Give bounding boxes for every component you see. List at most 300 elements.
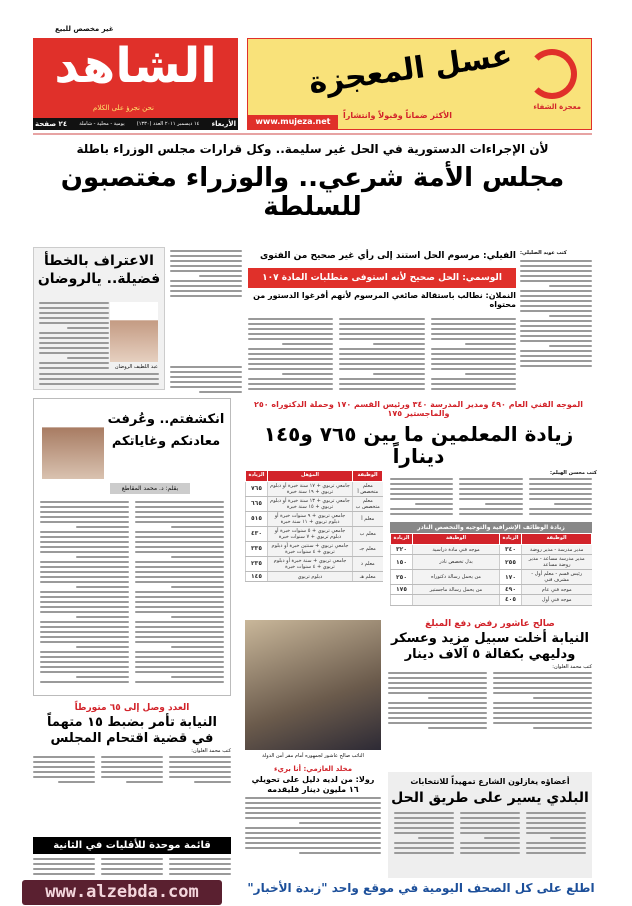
text-line [554, 503, 592, 505]
text-line [39, 352, 109, 354]
text-line [33, 863, 95, 865]
table-header-row [246, 471, 383, 482]
text-line [373, 373, 424, 375]
honey-ad[interactable] [247, 38, 592, 130]
text-line [40, 576, 129, 578]
text-line [459, 478, 522, 480]
rowdan-text-end [39, 373, 159, 385]
text-line [40, 596, 129, 598]
text-line [248, 363, 333, 365]
text-line [248, 318, 333, 320]
text-line [40, 601, 129, 603]
lead-sub-3: النملان: نطالب باستقالة صائغي المرسوم لأنهم أفرغوا الدستور من محتواه [253, 291, 516, 309]
text-line [135, 611, 224, 613]
text-line [171, 676, 224, 678]
date-strip [33, 118, 238, 130]
table-cell: من يحمل رسالة دكتوراه [413, 570, 500, 585]
text-line [339, 378, 424, 380]
text-line [135, 681, 224, 683]
table-cell: ٢٣٥ [246, 557, 268, 572]
table-cell: معلم د [353, 557, 383, 572]
ashour-caption: النائب صالح عاشور لجمهوره أمام مقر أمن الدولة [262, 753, 364, 759]
text-line [339, 338, 424, 340]
text-line [390, 483, 453, 485]
text-line [169, 868, 231, 870]
text-line [135, 566, 224, 568]
text-line [33, 766, 95, 768]
text-line [169, 776, 231, 778]
text-line [76, 676, 129, 678]
opinion-column [33, 398, 231, 696]
column-header: الزيادة [500, 534, 522, 545]
text-line [40, 501, 129, 503]
text-line [459, 498, 522, 500]
text-line [33, 858, 95, 860]
text-line [169, 858, 231, 860]
lead-text-columns [248, 318, 516, 390]
text-line [170, 285, 242, 287]
teachers-kicker: الموجه الفني العام ٤٩٠ ومدير المدرسة ٣٤٠ ورئيس القسم ١٧٠ وحملة الدكتوراه ٢٥٠ والماجستير ١٧٥ [253, 400, 584, 418]
table-cell: جامعي تربوي + سنة خبرة أو دبلوم تربوي + ٤ سنوات خبرة [268, 557, 353, 572]
text-line [493, 692, 592, 694]
text-line [493, 707, 592, 709]
text-line [394, 842, 454, 844]
table-cell [391, 595, 413, 605]
teachers-headline: زيادة المعلمين ما بين ٧٦٥ و١٤٥ ديناراً [263, 422, 574, 468]
text-line [39, 378, 159, 380]
text-line [101, 766, 163, 768]
text-line [135, 621, 224, 623]
text-line [415, 503, 453, 505]
raid-headline-2: في قضية اقتحام المجلس [50, 731, 214, 747]
text-col [169, 858, 231, 875]
text-line [135, 636, 224, 638]
text-line [520, 295, 592, 297]
table-row [246, 527, 383, 542]
text-line [248, 353, 333, 355]
text-line [520, 325, 592, 327]
text-line [39, 332, 109, 334]
ad-url[interactable]: www.mujeza.net [248, 115, 338, 129]
text-line [493, 687, 592, 689]
text-line [40, 516, 129, 518]
text-line [199, 391, 242, 393]
text-line [248, 328, 333, 330]
text-col [169, 756, 231, 783]
table-cell: معلم أ [353, 512, 383, 527]
table-cell: ٧٦٥ [246, 482, 268, 497]
text-line [459, 488, 522, 490]
text-line [135, 671, 224, 673]
table-cell: بدل تخصص نادر [413, 555, 500, 570]
text-line [549, 315, 592, 317]
text-line [526, 852, 586, 854]
alzebda-url[interactable]: www.alzebda.com [22, 880, 222, 905]
text-col [339, 318, 424, 390]
rola-text [245, 797, 381, 854]
ad-brand: عسل المعجزة [306, 37, 515, 102]
ashour-kicker: صالح عاشور رفض دفع المبلغ [425, 619, 555, 629]
text-line [299, 852, 381, 854]
text-col [248, 318, 333, 390]
table-cell: معلم متخصص أ [353, 482, 383, 497]
text-line [170, 366, 242, 368]
page-count: ٢٤ صفحة [35, 120, 68, 128]
text-line [493, 702, 592, 704]
text-line [529, 508, 592, 510]
ashour-story [388, 620, 592, 729]
text-line [388, 692, 487, 694]
text-line [520, 350, 592, 352]
ad-slogan: الأكثر ضماناً وقبولاً وانتشاراً [343, 111, 452, 120]
text-line [39, 302, 109, 304]
text-line [170, 260, 242, 262]
text-line [394, 847, 454, 849]
text-line [431, 368, 516, 370]
text-line [493, 677, 592, 679]
tagline: نحن نجرؤ على الكلام [93, 104, 154, 112]
raid-story [33, 704, 231, 783]
table-cell [413, 595, 500, 605]
text-line [135, 661, 224, 663]
text-line [388, 702, 487, 704]
text-line [520, 365, 592, 367]
text-line [520, 280, 592, 282]
text-line [40, 681, 129, 683]
text-line [526, 822, 586, 824]
text-line [169, 756, 231, 758]
table-row [246, 512, 383, 527]
text-col [40, 501, 129, 683]
text-line [76, 646, 129, 648]
lead-sub-1: الفيلي: مرسوم الحل استند إلى رأي غير صحيح من الفتوى [260, 251, 516, 261]
raid-kicker: العدد وصل إلى ٦٥ متورطاً [74, 703, 190, 713]
supervisory-table [390, 522, 592, 606]
text-line [39, 373, 159, 375]
table-row [391, 585, 592, 595]
text-line [101, 868, 163, 870]
baladi-text [388, 806, 592, 854]
text-line [135, 561, 224, 563]
text-line [40, 656, 129, 658]
text-line [431, 353, 516, 355]
text-line [465, 373, 516, 375]
text-line [135, 541, 224, 543]
text-line [39, 312, 109, 314]
text-line [493, 717, 592, 719]
ashour-headline-1: النيابة أخلت سبيل مزيد وعسكر [391, 630, 589, 646]
text-line [485, 503, 523, 505]
baladi-headline: البلدي يسير على طريق الحل [391, 789, 589, 806]
text-line [101, 863, 163, 865]
text-line [394, 817, 454, 819]
text-line [33, 868, 95, 870]
text-line [520, 305, 592, 307]
text-line [245, 847, 381, 849]
minorities-text [33, 858, 231, 875]
text-line [40, 506, 129, 508]
text-line [248, 338, 333, 340]
text-line [245, 807, 381, 809]
text-line [40, 621, 129, 623]
table-cell: معلم جـ [353, 542, 383, 557]
text-line [40, 546, 129, 548]
text-line [526, 832, 586, 834]
text-line [431, 358, 516, 360]
text-line [169, 761, 231, 763]
text-line [169, 766, 231, 768]
ashour-byline: كتب محمد الغلوان: [552, 664, 592, 671]
text-line [170, 376, 242, 378]
text-line [339, 383, 424, 385]
text-line [550, 837, 586, 839]
text-line [40, 666, 129, 668]
text-line [533, 727, 592, 729]
text-line [39, 342, 109, 344]
text-line [529, 478, 592, 480]
table-cell: ٥١٥ [246, 512, 268, 527]
text-line [390, 508, 453, 510]
text-line [460, 847, 520, 849]
text-line [40, 636, 129, 638]
text-line [170, 280, 242, 282]
text-line [33, 776, 95, 778]
raid-headline-1: النيابة تأمر بضبط ١٥ متهماً [47, 714, 217, 730]
text-line [549, 285, 592, 287]
text-line [135, 631, 224, 633]
text-line [169, 873, 231, 875]
text-line [493, 672, 592, 674]
text-line [431, 338, 516, 340]
text-line [431, 388, 516, 390]
text-line [135, 601, 224, 603]
text-line [40, 611, 129, 613]
text-line [388, 722, 487, 724]
text-line [526, 812, 586, 814]
text-line [526, 827, 586, 829]
text-line [520, 290, 592, 292]
text-line [431, 378, 516, 380]
text-line [245, 837, 381, 839]
text-line [520, 265, 592, 267]
text-line [76, 616, 129, 618]
text-line [135, 656, 224, 658]
text-line [520, 270, 592, 272]
text-line [40, 631, 129, 633]
table-cell: مدير مدرسة مساعد - مدير روضة مساعد [522, 555, 592, 570]
lead-column-text [170, 250, 242, 297]
table-row [391, 570, 592, 585]
text-line [388, 682, 487, 684]
text-line [40, 626, 129, 628]
table-cell: ٤٣٠ [246, 527, 268, 542]
text-line [101, 756, 163, 758]
lead-kicker: لأن الإجراءات الدستورية في الحل غير سليمة.. وكل قرارات مجلس الوزراء باطلة [76, 142, 549, 156]
text-line [171, 586, 224, 588]
baladi-kicker: أعضاؤه يغازلون الشارع تمهيداً للانتخابات [410, 777, 570, 786]
text-line [135, 591, 224, 593]
ashour-photo [245, 620, 381, 750]
text-line [248, 358, 333, 360]
crescent-logo-icon [527, 49, 577, 99]
text-line [529, 498, 592, 500]
date-issue: ١٤ ديسمبر ٢٠١١ العدد (١٣٣٠) [136, 121, 200, 127]
table-header-row [391, 534, 592, 545]
column-headline-2: معادنكم وغاياتكم [111, 434, 221, 449]
text-line [170, 295, 242, 297]
text-line [529, 513, 592, 515]
text-line [171, 526, 224, 528]
text-line [431, 333, 516, 335]
text-col [390, 478, 453, 515]
text-line [135, 546, 224, 548]
text-line [431, 318, 516, 320]
text-line [67, 327, 109, 329]
text-line [529, 493, 592, 495]
table-cell: جامعي تربوي + ٩ سنوات خبرة أو دبلوم تربوي + ١١ سنة خبرة [268, 512, 353, 527]
text-line [460, 832, 520, 834]
text-line [39, 307, 109, 309]
author-photo [42, 399, 104, 479]
table-cell: جامعي تربوي + ١٧ سنة خبرة أو دبلوم تربوي + ١٩ سنة خبرة [268, 482, 353, 497]
table-row [391, 555, 592, 570]
text-line [135, 641, 224, 643]
text-line [493, 682, 592, 684]
text-line [460, 817, 520, 819]
table-cell: ٢٥٥ [500, 555, 522, 570]
text-line [388, 687, 487, 689]
table-row [246, 557, 383, 572]
text-line [40, 651, 129, 653]
text-line [418, 837, 454, 839]
baladi-box [388, 772, 592, 878]
text-col [388, 672, 487, 729]
column-header: الوظيفة [413, 534, 500, 545]
text-line [135, 536, 224, 538]
text-line [170, 265, 242, 267]
text-line [459, 513, 522, 515]
text-line [101, 761, 163, 763]
text-line [135, 666, 224, 668]
table-row [246, 497, 383, 512]
column-header: المؤهل [268, 471, 353, 482]
table-cell: موجه فني أول [522, 595, 592, 605]
rowdan-box [33, 247, 165, 390]
table-cell: ١٥٠ [391, 555, 413, 570]
text-line [520, 330, 592, 332]
rola-story [245, 766, 381, 854]
table-cell: مدير مدرسة - مدير روضة [522, 545, 592, 555]
text-line [40, 561, 129, 563]
text-line [394, 812, 454, 814]
lead-sub-2: الوسمي: الحل صحيح لأنه استوفى متطلبات المادة ١٠٧ [248, 268, 516, 288]
text-line [339, 323, 424, 325]
masthead-rule [33, 133, 592, 135]
text-line [245, 797, 381, 799]
text-line [394, 827, 454, 829]
text-line [135, 511, 224, 513]
text-line [390, 478, 453, 480]
text-line [493, 712, 592, 714]
text-line [101, 771, 163, 773]
text-line [40, 571, 129, 573]
text-line [520, 275, 592, 277]
raid-text [33, 756, 231, 783]
table-row [246, 542, 383, 557]
lead-text-right [520, 260, 592, 367]
text-line [339, 388, 424, 390]
text-line [39, 317, 109, 319]
banner-text[interactable]: اطلع على كل الصحف اليومية في موقع واحد "زبدة الأخبار" [247, 881, 595, 895]
text-line [76, 586, 129, 588]
text-line [170, 270, 242, 272]
text-col [33, 858, 95, 875]
column-header: الوظيفة [522, 534, 592, 545]
table-cell: ٦٦٥ [246, 497, 268, 512]
text-line [373, 343, 424, 345]
text-line [40, 566, 129, 568]
text-line [526, 847, 586, 849]
text-col [101, 756, 163, 783]
ashour-headline-2: ودليهي بكفالة ٥ آلاف دينار [404, 647, 576, 663]
table-cell: ٢٥٠ [391, 570, 413, 585]
text-line [533, 697, 592, 699]
teachers-table [245, 470, 383, 582]
table-cell: ٤٠٥ [500, 595, 522, 605]
text-line [460, 852, 520, 854]
text-line [135, 551, 224, 553]
text-col [135, 501, 224, 683]
text-line [76, 556, 129, 558]
text-line [101, 873, 163, 875]
text-line [67, 357, 109, 359]
table-cell: ٣٤٠ [500, 545, 522, 555]
text-line [339, 353, 424, 355]
table-cell: ٣٣٥ [246, 542, 268, 557]
text-line [170, 381, 242, 383]
text-line [339, 328, 424, 330]
text-line [460, 842, 520, 844]
minorities-headline: قائمة موحدة للأقليات في الثانية [33, 837, 231, 854]
text-line [169, 771, 231, 773]
text-line [169, 863, 231, 865]
table-cell: دبلوم تربوي [268, 572, 353, 582]
rowdan-photo [110, 302, 158, 362]
teachers-byline: كتب محسن الهيلم: [550, 470, 597, 476]
text-line [248, 378, 333, 380]
text-line [170, 371, 242, 373]
text-line [549, 345, 592, 347]
text-line [520, 355, 592, 357]
text-line [394, 832, 454, 834]
text-line [39, 383, 159, 385]
table-cell: رئيس قسم - معلم أول - مشرف فني [522, 570, 592, 585]
text-line [339, 348, 424, 350]
text-line [520, 335, 592, 337]
lead-byline: كتب عويد الصليلي: [520, 250, 567, 256]
text-line [529, 483, 592, 485]
text-line [282, 373, 333, 375]
rola-kicker: مخلد العازمي: أنا بريء [273, 765, 353, 773]
text-line [388, 707, 487, 709]
not-for-sale-label: غير مخصص للبيع [55, 25, 114, 33]
text-line [135, 596, 224, 598]
raid-byline: كتب محمد الغلوان: [191, 748, 231, 755]
column-header: الزيادة [391, 534, 413, 545]
text-line [245, 802, 381, 804]
table-cell: موجه فني مادة دراسية [413, 545, 500, 555]
text-line [135, 581, 224, 583]
